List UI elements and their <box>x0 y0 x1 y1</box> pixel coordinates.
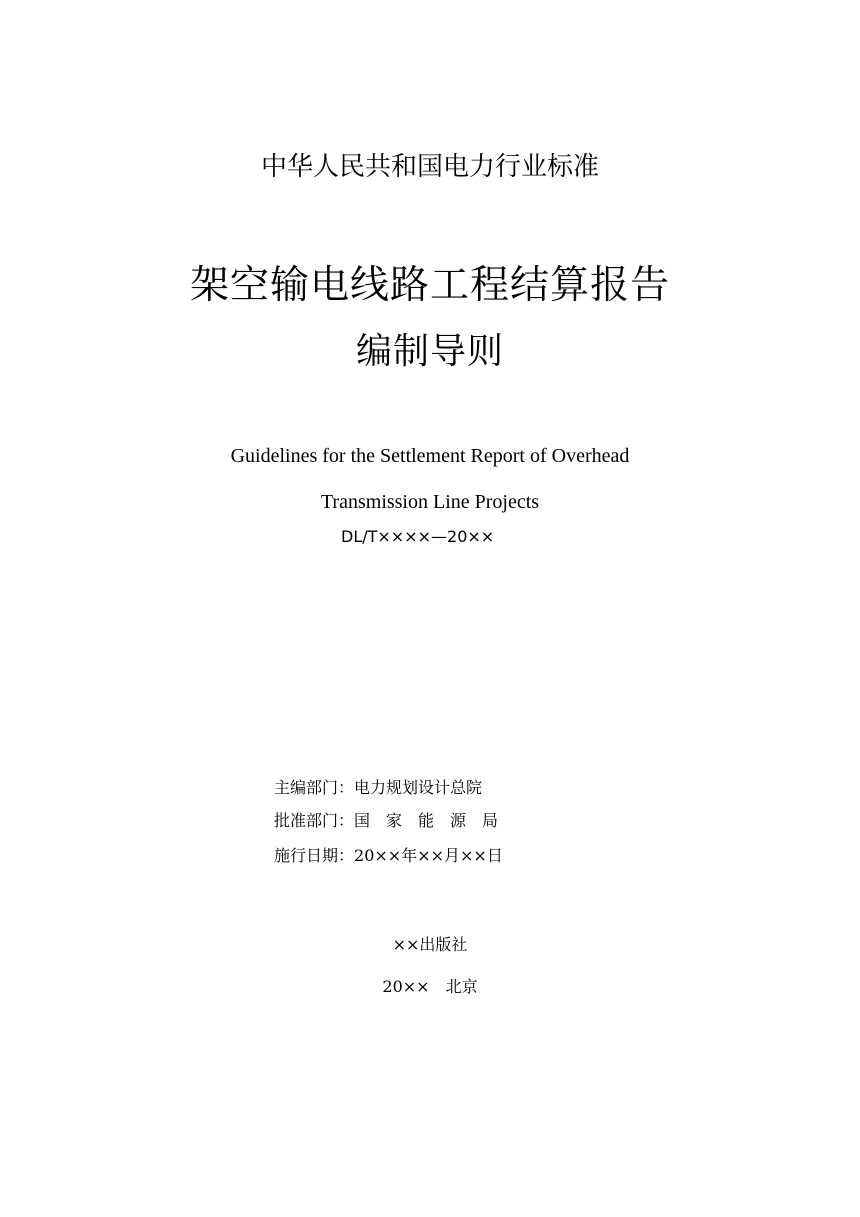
meta-value: 20××年××月××日 <box>354 846 503 865</box>
english-title-line1: Guidelines for the Settlement Report of Overhead <box>230 445 630 467</box>
document-title-line2: 编制导则 <box>355 331 504 372</box>
document-title-line1: 架空输电线路工程结算报告 <box>189 263 670 308</box>
meta-row-approving-dept <box>274 808 498 831</box>
meta-row-chief-editor <box>274 775 482 798</box>
meta-value: 电力规划设计总院 <box>354 778 483 797</box>
meta-label: 主编部门： <box>274 778 355 797</box>
publisher-name: ××出版社 <box>392 935 468 954</box>
english-title-line2: Transmission Line Projects <box>320 491 540 513</box>
publisher-year-place: 20×× 北京 <box>382 977 478 996</box>
meta-value: 国 家 能 源 局 <box>354 811 499 830</box>
standard-code: DL/T××××—20×× <box>341 527 495 546</box>
industry-standard-heading: 中华人民共和国电力行业标准 <box>260 152 599 182</box>
meta-row-effective-date <box>274 843 503 866</box>
meta-label: 批准部门： <box>274 811 355 830</box>
meta-label: 施行日期： <box>274 846 355 865</box>
